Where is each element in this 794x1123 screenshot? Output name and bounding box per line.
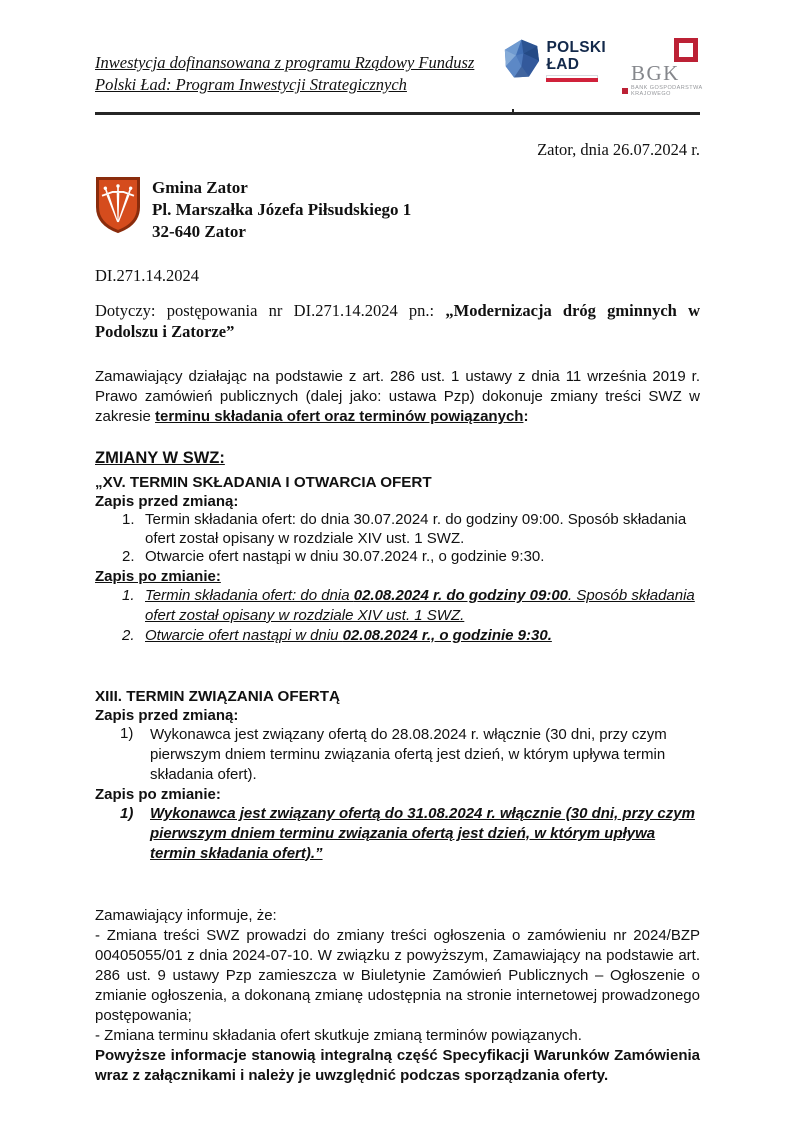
zator-coat-of-arms-icon bbox=[95, 176, 141, 234]
funding-note: Inwestycja dofinansowana z programu Rządowy Fundusz Polski Ład: Program Inwestycji Strategicznych bbox=[95, 53, 475, 94]
xiii-before-label: Zapis przed zmianą: bbox=[95, 706, 239, 724]
bgk-square-icon bbox=[674, 38, 698, 62]
item-text: Wykonawca jest związany ofertą do 28.08.2024 r. włącznie (30 dni, przy czym pierwszym dniem terminu związania ofertą jest dzień, w którym upływa termin składania ofert). bbox=[150, 725, 667, 783]
list-item bbox=[95, 725, 700, 785]
header bbox=[95, 38, 703, 97]
list-item bbox=[95, 804, 700, 864]
divider-tick bbox=[512, 109, 514, 115]
list-item bbox=[95, 548, 700, 567]
intro-suffix: : bbox=[523, 408, 529, 425]
bgk-subtitle bbox=[631, 85, 703, 97]
xiii-after-label: Zapis po zmianie: bbox=[95, 785, 221, 803]
item-text bbox=[145, 586, 700, 626]
section-xv-title: „XV. TERMIN SKŁADANIA I OTWARCIA OFERT bbox=[95, 474, 432, 491]
intro-text: Zamawiający działając na podstawie z art. 286 ust. 1 ustawy z dnia 11 września 2019 r. Prawo zamówień publicznych (dalej jako: ustawa Pzp) dokonuje zmiany treści SWZ w zakresie bbox=[95, 368, 700, 425]
item-seg: . Sposób składania ofert został opisany w rozdziale XIV ust. 1 SWZ. bbox=[145, 586, 695, 624]
bgk-subtitle-line2: KRAJOWEGO bbox=[631, 91, 671, 97]
item-marker: 1. bbox=[122, 511, 135, 528]
intro-paragraph bbox=[95, 367, 700, 427]
changes-heading: ZMIANY W SWZ: bbox=[95, 449, 225, 467]
section-xiii bbox=[95, 687, 700, 864]
intro-emphasis: terminu składania ofert oraz terminów powiązanych bbox=[155, 408, 524, 425]
closing-bold-note: Powyższe informacje stanowią integralną część Specyfikacji Warunków Zamówienia wraz z załącznikami i należy je uwzględnić podczas sporządzania oferty. bbox=[95, 1046, 700, 1084]
polski-lad-logo bbox=[503, 38, 606, 85]
item-text: Otwarcie ofert nastąpi w dniu 30.07.2024 r., o godzinie 9:30. bbox=[145, 548, 545, 566]
sender-name: Gmina Zator bbox=[152, 178, 248, 197]
polski-lad-wordmark bbox=[546, 40, 606, 82]
section-xiii-title: XIII. TERMIN ZWIĄZANIA OFERTĄ bbox=[95, 687, 340, 705]
sender-address bbox=[152, 177, 411, 243]
subject-line bbox=[95, 300, 700, 342]
list-item bbox=[95, 626, 700, 646]
list-item bbox=[95, 511, 700, 548]
bgk-dot-icon bbox=[622, 88, 628, 94]
date-line: Zator, dnia 26.07.2024 r. bbox=[537, 140, 700, 159]
polish-flag-icon bbox=[546, 75, 598, 82]
item-marker: 1. bbox=[122, 586, 135, 604]
polski-lad-word-lad: ŁAD bbox=[546, 56, 580, 73]
list-item bbox=[95, 586, 700, 626]
xiii-before-list bbox=[95, 725, 700, 785]
item-text bbox=[145, 626, 700, 646]
item-text: Termin składania ofert: do dnia 30.07.2024 r. do godziny 09:00. Sposób składania ofert został opisany w rozdziale XIV ust. 1 SWZ. bbox=[145, 511, 687, 547]
item-text: Wykonawca jest związany ofertą do 31.08.2024 r. włącznie (30 dni, przy czym pierwszym dniem terminu związania ofertą jest dzień, w którym upływa termin składania ofert).” bbox=[150, 804, 695, 862]
item-marker: 1) bbox=[120, 804, 134, 822]
closing-block bbox=[95, 906, 700, 1086]
bgk-logo bbox=[622, 38, 703, 97]
item-seg: Termin składania ofert: do dnia bbox=[145, 586, 354, 604]
item-seg-bold: 02.08.2024 r., o godzinie 9:30. bbox=[342, 626, 552, 644]
xv-after-label: Zapis po zmianie: bbox=[95, 567, 221, 585]
xv-before-list bbox=[95, 511, 700, 567]
sender-address-line2: 32-640 Zator bbox=[152, 222, 246, 241]
item-seg: Otwarcie ofert nastąpi w dniu bbox=[145, 626, 343, 644]
reference-number: DI.271.14.2024 bbox=[95, 266, 200, 285]
polski-lad-shield-icon bbox=[503, 38, 540, 85]
sender-block bbox=[95, 176, 700, 243]
bgk-subtitle-line1: BANK GOSPODARSTWA bbox=[631, 85, 703, 91]
closing-informs: Zamawiający informuje, że: bbox=[95, 906, 277, 924]
sender-address-line1: Pl. Marszałka Józefa Piłsudskiego 1 bbox=[152, 200, 412, 219]
closing-para1: - Zmiana treści SWZ prowadzi do zmiany treści ogłoszenia o zamówieniu nr 2024/BZP 00405055/01 z dnia 2024-07-10. W związku z powyższym, Zamawiający na podstawie art. 286 ust. 9 ustawy Pzp zamieszcza w Biuletynie Zamówień Publicznych – Ogłoszenie o zmianie ogłoszenia, a dokonaną zmianę udostępnia na stronie internetowej prowadzonego postępowania; bbox=[95, 926, 700, 1024]
polski-lad-word-polski: POLSKI bbox=[546, 39, 606, 56]
xiii-after-list bbox=[95, 804, 700, 864]
item-marker: 2. bbox=[122, 626, 135, 644]
logos bbox=[503, 38, 703, 97]
closing-para2: - Zmiana terminu składania ofert skutkuje zmianą terminów powiązanych. bbox=[95, 1026, 582, 1044]
divider-rule bbox=[95, 112, 700, 115]
xv-before-label: Zapis przed zmianą: bbox=[95, 493, 239, 510]
item-marker: 2. bbox=[122, 548, 135, 566]
subject-prefix: Dotyczy: postępowania nr DI.271.14.2024 pn.: bbox=[95, 301, 446, 320]
item-seg-bold: 02.08.2024 r. do godziny 09:00 bbox=[353, 586, 569, 604]
item-marker: 1) bbox=[120, 724, 134, 742]
subject-title: „Modernizacja dróg gminnych w Podolszu i Zatorze” bbox=[95, 301, 700, 341]
xv-after-list bbox=[95, 586, 700, 646]
bgk-wordmark: BGK bbox=[631, 61, 680, 85]
